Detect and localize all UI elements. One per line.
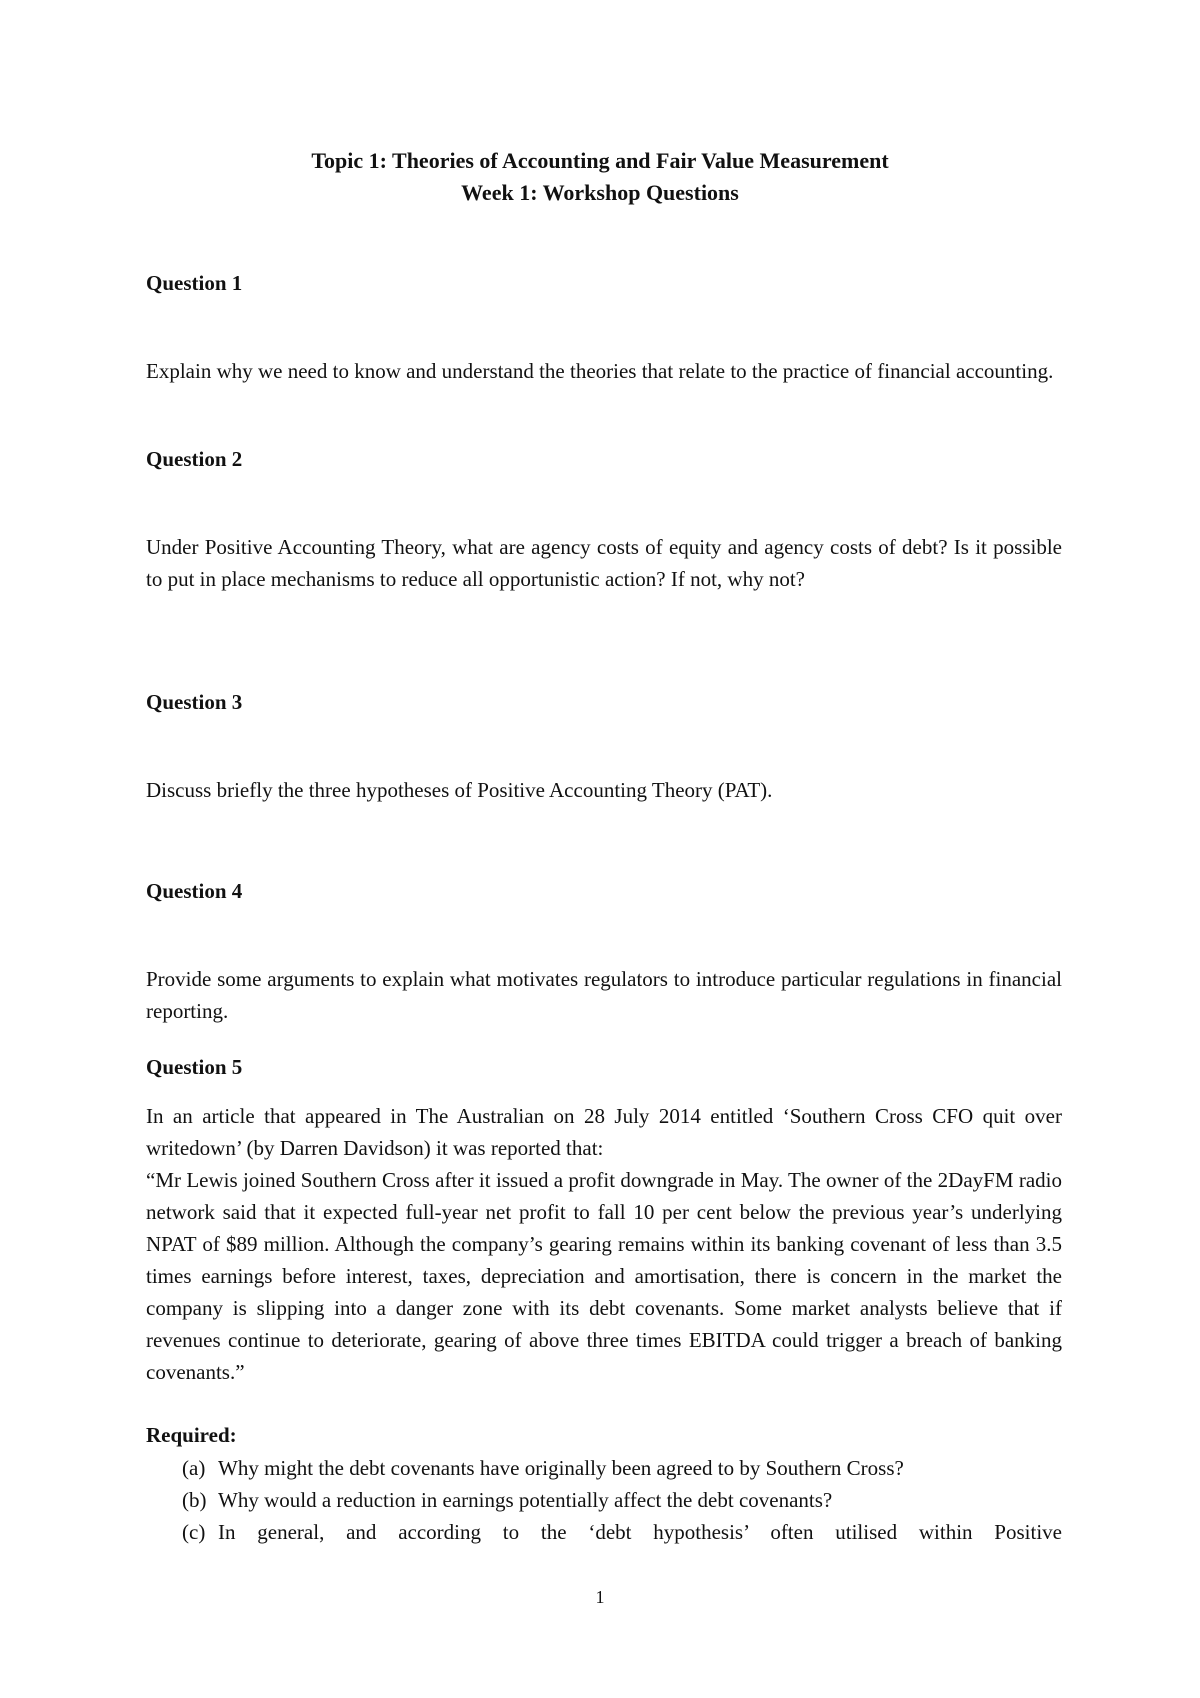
required-item-label: (a) xyxy=(182,1456,206,1480)
required-item-c xyxy=(182,1516,1062,1548)
question-1-text: Explain why we need to know and understand the theories that relate to the practice of financial accounting. xyxy=(146,359,1054,383)
page-number: 1 xyxy=(595,1587,605,1607)
required-item-label: (c) xyxy=(182,1520,206,1544)
question-2-heading: Question 2 xyxy=(146,447,243,471)
question-4-text: Provide some arguments to explain what motivates regulators to introduce particular regulations in financial reporting. xyxy=(146,967,1062,1023)
question-4-heading: Question 4 xyxy=(146,879,243,903)
document-title: Topic 1: Theories of Accounting and Fair Value Measurement xyxy=(311,148,889,173)
required-item-text: In general, and according to the ‘debt hypothesis’ often utilised within Positive xyxy=(218,1520,1062,1544)
question-5-heading: Question 5 xyxy=(146,1055,243,1079)
required-item-label: (b) xyxy=(182,1488,207,1512)
required-item-text: Why would a reduction in earnings potentially affect the debt covenants? xyxy=(218,1488,833,1512)
question-3-heading: Question 3 xyxy=(146,690,243,714)
question-5-intro: In an article that appeared in The Australian on 28 July 2014 entitled ‘Southern Cross CFO quit over writedown’ (by Darren Davidson) it was reported that: xyxy=(146,1104,1062,1160)
required-heading: Required: xyxy=(146,1423,237,1447)
question-5-quote: “Mr Lewis joined Southern Cross after it issued a profit downgrade in May. The owner of the 2DayFM radio network said that it expected full-year net profit to fall 10 per cent below the previous year’s underlying NPAT of $89 million. Although the company’s gearing remains within its banking covenant of less than 3.5 times earnings before interest, taxes, depreciation and amortisation, there is concern in the market the company is slipping into a danger zone with its debt covenants. Some market analysts believe that if revenues continue to deteriorate, gearing of above three times EBITDA could trigger a breach of banking covenants.” xyxy=(146,1168,1062,1384)
required-item-b xyxy=(182,1484,1062,1516)
required-item-text: Why might the debt covenants have originally been agreed to by Southern Cross? xyxy=(218,1456,904,1480)
question-2-text: Under Positive Accounting Theory, what are agency costs of equity and agency costs of debt? Is it possible to put in place mechanisms to reduce all opportunistic action? If not, why not? xyxy=(146,535,1062,591)
question-1-heading: Question 1 xyxy=(146,271,243,295)
question-3-text: Discuss briefly the three hypotheses of Positive Accounting Theory (PAT). xyxy=(146,778,773,802)
document-subtitle: Week 1: Workshop Questions xyxy=(461,180,739,205)
required-item-a xyxy=(182,1452,1062,1484)
